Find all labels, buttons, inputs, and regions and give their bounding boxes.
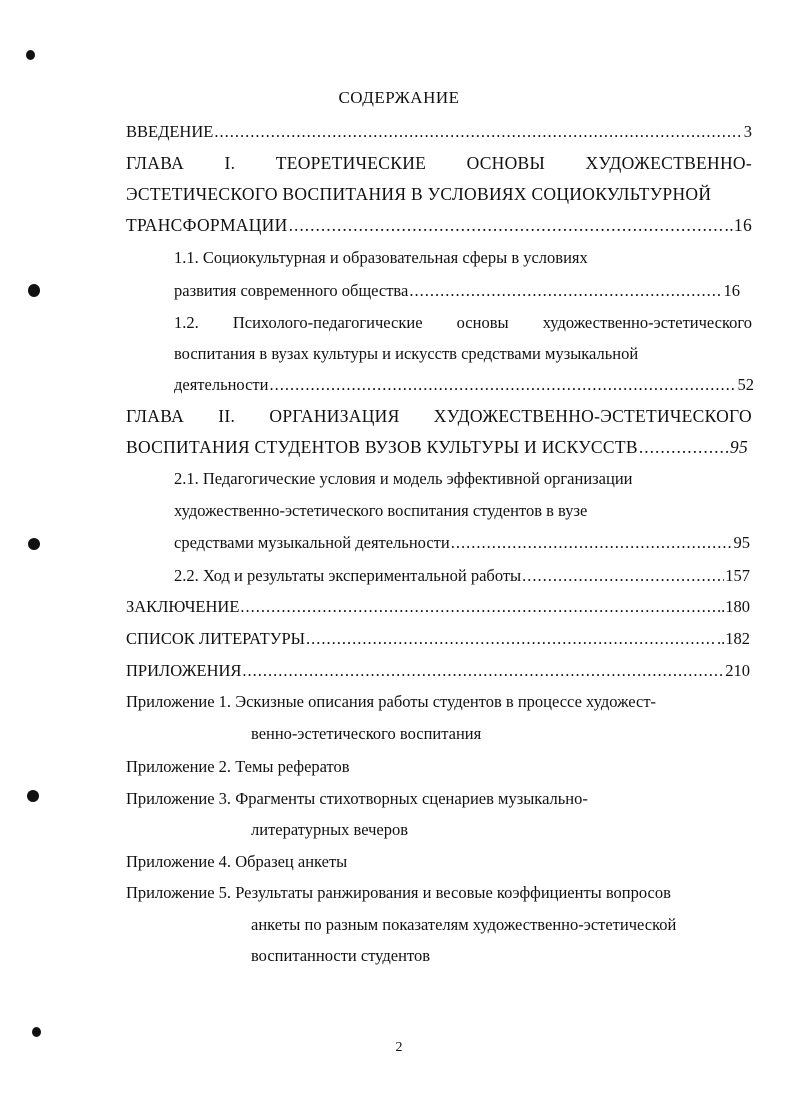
toc-leader	[639, 437, 729, 457]
toc-label: средствами музыкальной деятельности	[174, 533, 450, 552]
appendix-1-line2: венно-эстетического воспитания	[251, 724, 482, 743]
appendix-label: Приложение 3.	[126, 789, 232, 808]
toc-chapter1-line1	[126, 153, 752, 173]
toc-page: ..16	[724, 215, 752, 235]
toc-leader	[242, 661, 724, 681]
toc-word: ГЛАВА	[126, 406, 185, 426]
appendix-4	[126, 852, 347, 872]
toc-leader	[522, 566, 724, 586]
toc-page: 95	[729, 437, 748, 457]
appendix-1	[126, 692, 656, 712]
toc-s11-line1: 1.1. Социокультурная и образовательная сферы в условиях	[174, 248, 588, 267]
toc-word: ОСНОВЫ	[466, 153, 546, 173]
toc-label: СПИСОК ЛИТЕРАТУРЫ	[126, 629, 306, 648]
appendix-5	[126, 883, 671, 903]
appendix-label: Приложение 5.	[126, 883, 232, 902]
toc-word: Психолого-педагогические	[232, 313, 423, 332]
toc-entry-intro	[126, 122, 752, 142]
toc-s21-line3	[174, 533, 750, 553]
toc-word: 1.2.	[174, 313, 199, 332]
toc-chapter2-line2	[126, 437, 748, 457]
toc-entry-conclusion	[126, 597, 750, 617]
appendix-3-line2: литературных вечеров	[251, 820, 409, 839]
toc-page: 52	[737, 375, 754, 394]
binder-hole-mark	[28, 284, 40, 297]
toc-word: художественно-эстетического	[542, 313, 752, 332]
page-title: СОДЕРЖАНИЕ	[338, 88, 460, 107]
appendix-text: Темы рефератов	[235, 757, 350, 776]
toc-word: I.	[224, 153, 236, 173]
toc-page: ..180	[717, 597, 750, 616]
toc-word: ТЕОРЕТИЧЕСКИЕ	[275, 153, 427, 173]
toc-label: развития современного общества	[174, 281, 409, 300]
appendix-5-line2: анкеты по разным показателям художественно-эстетической	[251, 915, 677, 934]
toc-word: ГЛАВА	[126, 153, 185, 173]
toc-s12-line3	[174, 375, 754, 395]
appendix-text: Образец анкеты	[235, 852, 348, 871]
toc-chapter1-line3	[126, 215, 752, 235]
toc-word: основы	[456, 313, 509, 332]
toc-page: ..182	[717, 629, 750, 648]
toc-s22	[174, 566, 750, 586]
binder-hole-mark	[32, 1027, 41, 1037]
toc-leader	[289, 215, 724, 235]
toc-label: ПРИЛОЖЕНИЯ	[126, 661, 242, 680]
appendix-2	[126, 757, 350, 777]
toc-s21-line1: 2.1. Педагогические условия и модель эффективной организации	[174, 469, 633, 488]
binder-hole-mark	[27, 790, 39, 802]
toc-label: 2.2. Ход и результаты экспериментальной работы	[174, 566, 522, 585]
appendix-text: Эскизные описания работы студентов в процессе художест-	[235, 692, 657, 711]
toc-leader	[214, 122, 742, 142]
toc-page: 95	[733, 533, 750, 552]
toc-page: 16	[723, 281, 740, 300]
toc-chapter1-line2: ЭСТЕТИЧЕСКОГО ВОСПИТАНИЯ В УСЛОВИЯХ СОЦИОКУЛЬТУРНОЙ	[126, 184, 712, 204]
toc-leader	[409, 281, 722, 301]
binder-hole-mark	[28, 538, 40, 550]
appendix-text: Результаты ранжирования и весовые коэффициенты вопросов	[235, 883, 671, 902]
appendix-label: Приложение 2.	[126, 757, 232, 776]
toc-page: 210	[725, 661, 750, 680]
appendix-5-line3: воспитанности студентов	[251, 946, 430, 965]
appendix-label: Приложение 1.	[126, 692, 232, 711]
toc-s21-line2: художественно-эстетического воспитания студентов в вузе	[174, 501, 588, 520]
toc-word: ХУДОЖЕСТВЕННО-ЭСТЕТИЧЕСКОГО	[433, 406, 752, 426]
toc-leader	[240, 597, 716, 617]
toc-s11-line2	[174, 281, 740, 301]
toc-leader	[269, 375, 736, 395]
toc-page: 157	[725, 566, 750, 585]
toc-label: ВВЕДЕНИЕ	[126, 122, 214, 141]
page-number: 2	[395, 1040, 403, 1055]
toc-label: ЗАКЛЮЧЕНИЕ	[126, 597, 240, 616]
toc-s12-line2: воспитания в вузах культуры и искусств средствами музыкальной	[174, 344, 639, 363]
appendix-3	[126, 789, 588, 809]
toc-leader	[306, 629, 716, 649]
toc-s12-line1	[174, 313, 752, 333]
toc-label: ТРАНСФОРМАЦИИ	[126, 215, 288, 235]
binder-hole-mark	[26, 50, 35, 60]
toc-entry-references	[126, 629, 750, 649]
appendix-label: Приложение 4.	[126, 852, 232, 871]
toc-leader	[451, 533, 733, 553]
toc-word: ХУДОЖЕСТВЕННО-	[585, 153, 752, 173]
toc-word: ОРГАНИЗАЦИЯ	[269, 406, 400, 426]
toc-chapter2-line1	[126, 406, 752, 426]
toc-page: 3	[743, 122, 752, 141]
toc-entry-appendices	[126, 661, 750, 681]
toc-word: II.	[218, 406, 236, 426]
toc-label: деятельности	[174, 375, 269, 394]
toc-label: ВОСПИТАНИЯ СТУДЕНТОВ ВУЗОВ КУЛЬТУРЫ И ИСКУССТВ	[126, 437, 638, 457]
appendix-text: Фрагменты стихотворных сценариев музыкально-	[235, 789, 588, 808]
